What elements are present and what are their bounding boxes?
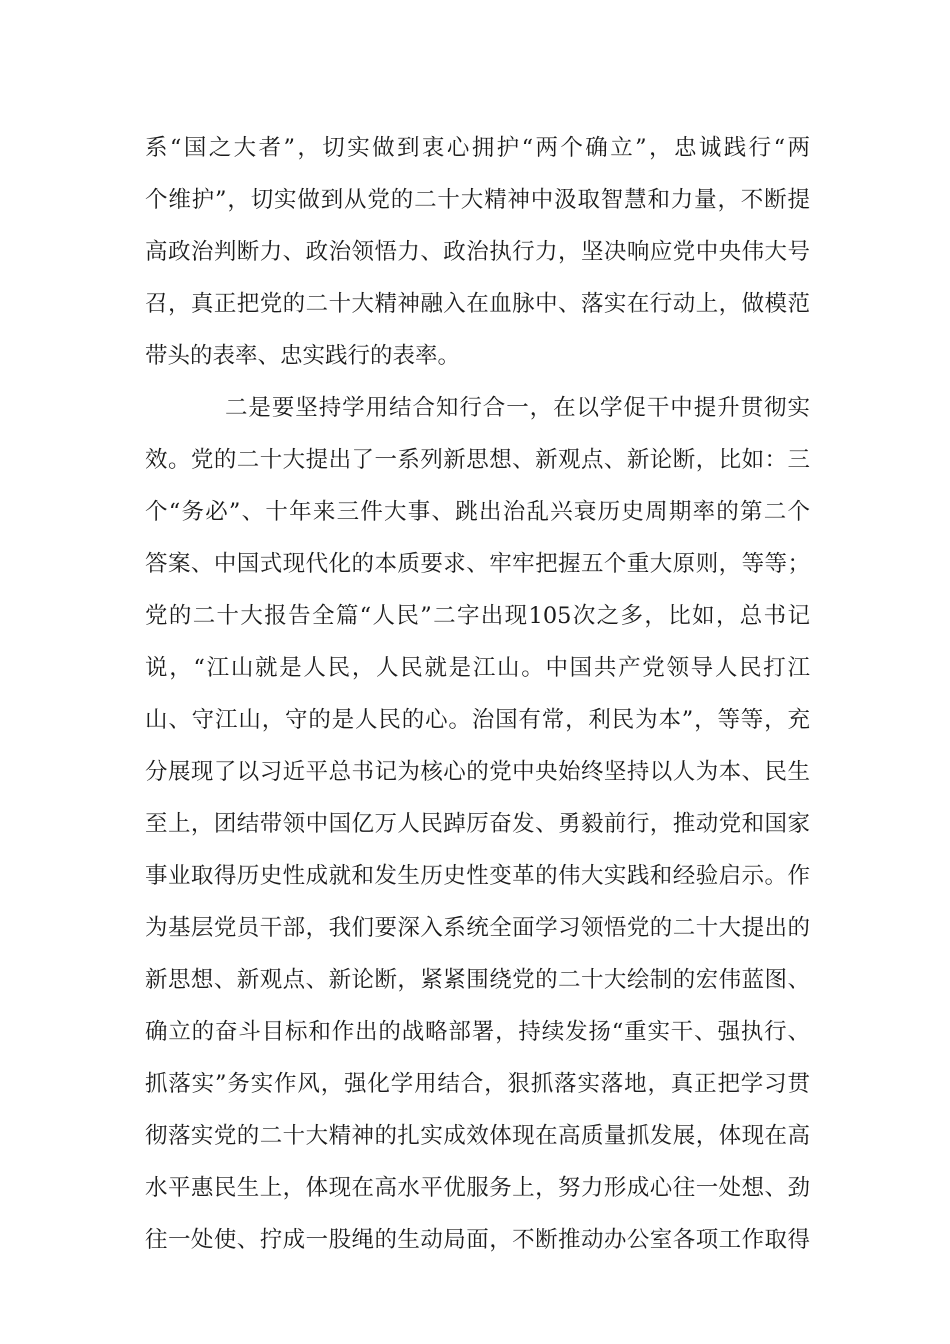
text-line: 二是要坚持学用结合知行合一，在以学促干中提升贯彻实	[225, 395, 810, 421]
text-line: 往一处使、拧成一股绳的生动局面，不断推动办公室各项工作取得	[145, 1227, 810, 1253]
text-line: 分展现了以习近平总书记为核心的党中央始终坚持以人为本、民生	[145, 759, 810, 785]
text-line: 抓落实”务实作风，强化学用结合，狠抓落实落地，真正把学习贯	[145, 1071, 810, 1097]
text-line: 为基层党员干部，我们要深入系统全面学习领悟党的二十大提出的	[145, 915, 810, 941]
text-line: 说，“江山就是人民，人民就是江山。中国共产党领导人民打江	[145, 655, 810, 681]
text-line: 高政治判断力、政治领悟力、政治执行力，坚决响应党中央伟大号	[145, 239, 810, 265]
text-line: 新思想、新观点、新论断，紧紧围绕党的二十大绘制的宏伟蓝图、	[145, 967, 810, 993]
text-line: 个维护”，切实做到从党的二十大精神中汲取智慧和力量，不断提	[145, 187, 810, 213]
text-line: 水平惠民生上，体现在高水平优服务上，努力形成心往一处想、劲	[145, 1175, 810, 1201]
text-line: 事业取得历史性成就和发生历史性变革的伟大实践和经验启示。作	[145, 863, 810, 889]
text-line: 至上，团结带领中国亿万人民踔厉奋发、勇毅前行，推动党和国家	[145, 811, 810, 837]
text-line: 确立的奋斗目标和作出的战略部署，持续发扬“重实干、强执行、	[145, 1019, 810, 1045]
text-line: 党的二十大报告全篇“人民”二字出现105次之多，比如，总书记	[145, 603, 810, 629]
text-line: 带头的表率、忠实践行的表率。	[145, 343, 461, 369]
text-line: 效。党的二十大提出了一系列新思想、新观点、新论断，比如：三	[145, 447, 810, 473]
text-line: 彻落实党的二十大精神的扎实成效体现在高质量抓发展，体现在高	[145, 1123, 810, 1149]
text-line: 答案、中国式现代化的本质要求、牢牢把握五个重大原则，等等；	[145, 551, 810, 577]
text-line: 召，真正把党的二十大精神融入在血脉中、落实在行动上，做模范	[145, 291, 810, 317]
text-line: 山、守江山，守的是人民的心。治国有常，利民为本”，等等，充	[145, 707, 810, 733]
text-line: 系“国之大者”，切实做到衷心拥护“两个确立”，忠诚践行“两	[145, 135, 810, 161]
text-line: 个“务必”、十年来三件大事、跳出治乱兴衰历史周期率的第二个	[145, 499, 810, 525]
